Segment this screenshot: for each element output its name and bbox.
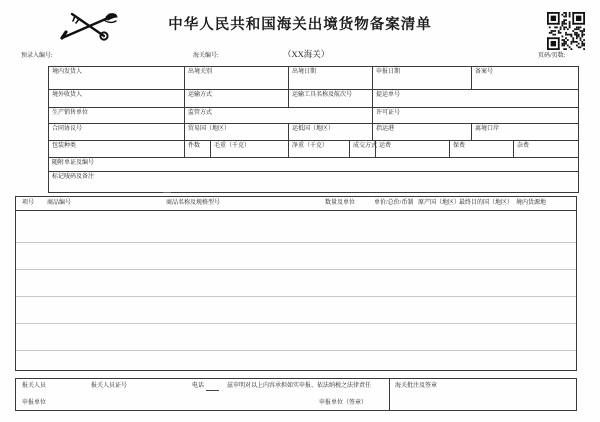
form-row-4 xyxy=(49,124,578,141)
col-qty-unit: 数量及单位 xyxy=(325,200,356,206)
col-commodity-code: 商品编号 xyxy=(47,200,72,206)
form-row-2 xyxy=(49,90,578,108)
item-row-divider xyxy=(16,296,576,297)
field-transport-name-voyage: 运输工具名称及航次号 xyxy=(288,90,376,107)
form-row-3 xyxy=(49,108,578,124)
declare-unit-seal-label: 申报单位（签章） xyxy=(319,400,368,406)
pre-entry-no-label: 预录入编号: xyxy=(21,53,53,59)
col-item-no: 项号 xyxy=(22,200,35,206)
item-row-divider xyxy=(16,323,576,324)
field-declare-date: 申报日期 xyxy=(372,67,475,89)
field-freight: 运费 xyxy=(375,141,453,157)
field-attached-documents: 随附单证及编号 xyxy=(52,160,95,166)
field-license-no: 许可证号 xyxy=(372,108,578,123)
field-contract-no: 合同协议号 xyxy=(52,126,83,132)
col-name-spec: 商品名称及规格型号 xyxy=(166,200,221,206)
footer-divider xyxy=(389,379,390,410)
field-trade-country: 贸易国（地区） xyxy=(184,124,292,140)
form-row-6 xyxy=(49,158,578,172)
field-record-no: 备案号 xyxy=(471,67,578,89)
form-row-1 xyxy=(49,67,578,90)
form-row-7 xyxy=(49,172,578,192)
field-pieces: 件数 xyxy=(184,141,214,157)
field-misc-fees: 杂费 xyxy=(513,141,578,157)
goods-table-header xyxy=(15,196,577,211)
field-packing-type: 包装种类 xyxy=(52,143,77,149)
field-supervision-mode: 监管方式 xyxy=(184,108,376,123)
field-overseas-consignee: 境外收货人 xyxy=(52,92,83,98)
phone-underline xyxy=(206,390,219,391)
col-price-currency: 单价/总价/币制 xyxy=(374,200,414,206)
item-row-divider xyxy=(16,350,576,351)
field-production-sales-unit: 生产销售单位 xyxy=(52,110,89,116)
customs-no-label: 海关编号: xyxy=(193,53,219,59)
field-gross-weight: 毛重（千克） xyxy=(210,141,292,157)
phone-label: 电话 xyxy=(192,383,205,389)
field-insurance: 保费 xyxy=(449,141,517,157)
footer-declaration-box xyxy=(15,378,577,411)
col-domestic-source: 境内货源地 xyxy=(516,200,547,206)
field-transport-mode: 运输方式 xyxy=(184,90,292,107)
field-bill-of-lading-no: 提运单号 xyxy=(372,90,578,107)
qr-code-icon xyxy=(547,12,585,50)
form-title: 中华人民共和国海关出境货物备案清单 xyxy=(168,17,432,33)
field-exit-port: 离境口岸 xyxy=(471,124,578,140)
field-arrival-country: 运抵国（地区） xyxy=(288,124,376,140)
field-domestic-consignor: 境内发货人 xyxy=(52,69,83,75)
declarant-label: 报关人员 xyxy=(22,383,47,389)
item-row-divider xyxy=(16,242,576,243)
field-net-weight: 净重（千克） xyxy=(288,141,353,157)
customs-notes-label: 海关批注及签章 xyxy=(395,383,438,389)
declarant-id-label: 报关人员证号 xyxy=(91,383,128,389)
goods-list-area xyxy=(15,211,577,371)
form-row-5 xyxy=(49,141,578,158)
field-exit-date: 出境日期 xyxy=(288,67,376,89)
declare-unit-label: 申报单位 xyxy=(22,400,47,406)
declaration-field-grid xyxy=(48,66,579,193)
declaration-statement: 兹申明对以上内容承担如实申报、依法纳税之法律责任 xyxy=(227,383,372,389)
field-exit-customs: 出境关别 xyxy=(184,67,292,89)
field-transaction-mode: 成交方式 xyxy=(349,141,379,157)
col-origin-country: 原产国（地区） xyxy=(418,200,461,206)
item-row-divider xyxy=(16,269,576,270)
separator-mark xyxy=(163,192,171,193)
col-final-dest-country: 最终目的国（地区） xyxy=(459,200,514,206)
field-destination-port: 指运港 xyxy=(372,124,475,140)
field-marks-and-notes: 标记唛码及备注 xyxy=(52,174,95,180)
customs-office-name: （XX海关） xyxy=(283,49,330,59)
page-no-label: 页码/页数: xyxy=(538,53,566,59)
